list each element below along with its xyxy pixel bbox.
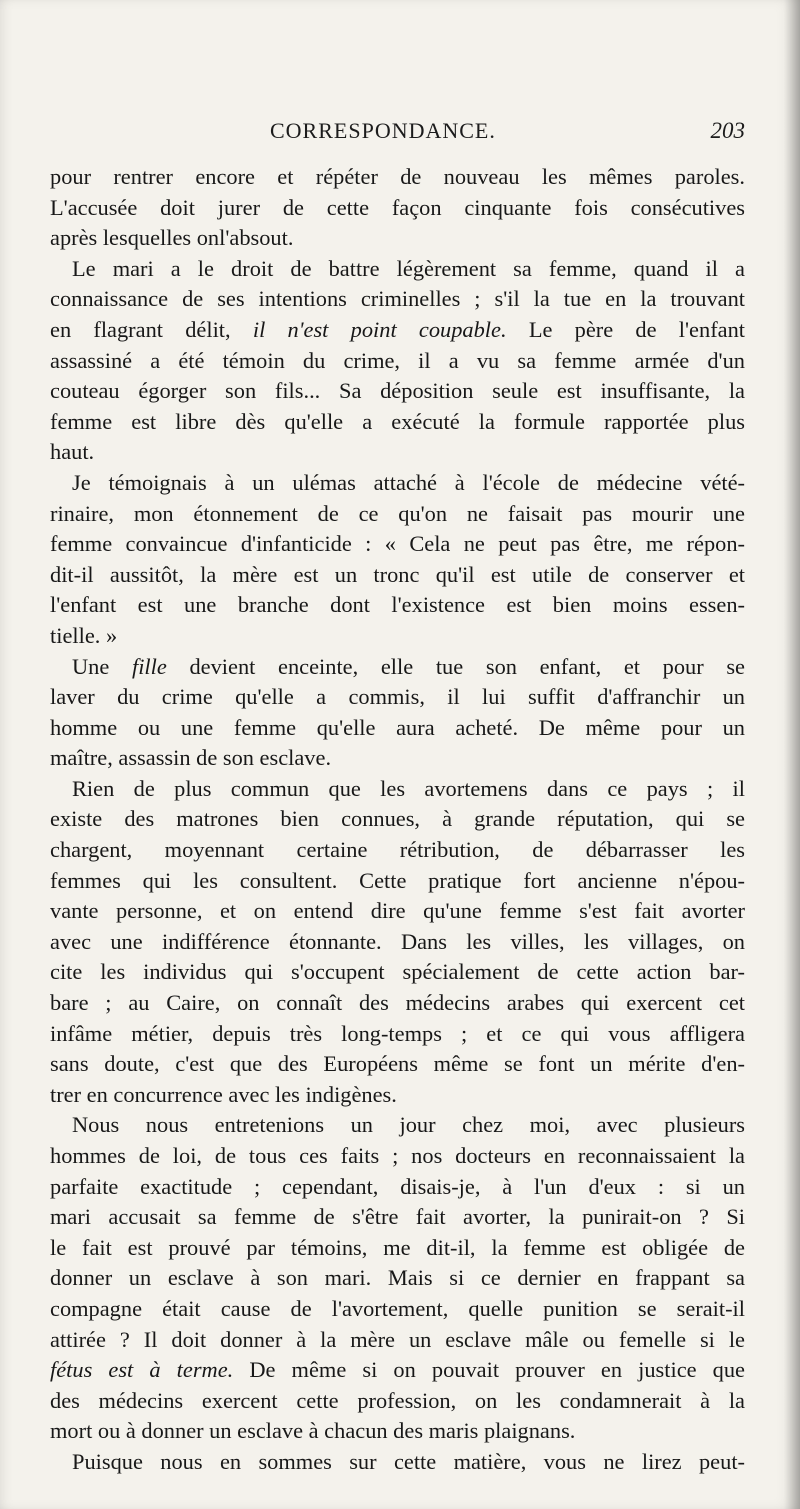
- text-run: haut.: [50, 439, 95, 465]
- text-line: [50, 804, 745, 835]
- text-line: [50, 193, 745, 224]
- text-line: [50, 529, 745, 560]
- text-line-content: [72, 254, 745, 285]
- text-run: trer en concurrence avec les indigènes.: [50, 1081, 397, 1107]
- text-line: [50, 896, 745, 927]
- text-line: [50, 1416, 745, 1447]
- text-run: hommes de loi, de tous ces faits ; nos docteurs en reconnaissaient la: [50, 1143, 745, 1168]
- text-line-content: [50, 1141, 745, 1172]
- text-line-content: [50, 315, 745, 346]
- text-run: le fait est prouvé par témoins, me dit-il, la femme est obligée de: [50, 1234, 745, 1260]
- text-run: compagne était cause de l'avortement, quelle punition se serait-il: [50, 1295, 745, 1321]
- text-line: [50, 560, 745, 591]
- text-line: [50, 1080, 745, 1111]
- text-line: [50, 1202, 745, 1233]
- text-line-content: [50, 193, 745, 224]
- text-line-content: [50, 1019, 745, 1050]
- text-line: [50, 284, 745, 315]
- text-run: connaissance de ses intentions criminelles ; s'il la tue en la trouvant: [50, 286, 745, 312]
- text-run: en flagrant délit,: [50, 316, 253, 342]
- text-run: assassiné a été témoin du crime, il a vu sa femme armée d'un: [50, 347, 745, 373]
- text-line-content: [50, 1263, 745, 1294]
- text-line-content: [50, 529, 745, 560]
- text-line: [50, 866, 745, 897]
- text-line: [50, 1294, 745, 1325]
- text-line-content: [72, 652, 745, 683]
- text-run: attirée ? Il doit donner à la mère un esclave mâle ou femelle si le: [50, 1326, 745, 1352]
- text-run: De même si on pouvait prouver en justice que: [233, 1357, 745, 1383]
- text-run: des médecins exercent cette profession, on les condamnerait à la: [50, 1387, 745, 1413]
- text-run: parfaite exactitude ; cependant, disais-je, à l'un d'eux : si un: [50, 1173, 745, 1199]
- text-run: tielle. »: [50, 622, 118, 648]
- text-line-content: [50, 1233, 745, 1264]
- text-line-content: [50, 284, 745, 315]
- text-line: [50, 1110, 745, 1141]
- text-line: [50, 254, 745, 285]
- text-line: [50, 682, 745, 713]
- text-run: cite les individus qui s'occupent spécialement de cette action bar-: [50, 959, 745, 985]
- text-line-content: [50, 1416, 745, 1447]
- text-line-content: [50, 927, 745, 958]
- text-line-content: [72, 468, 745, 499]
- text-line-content: [50, 866, 745, 897]
- text-line-content: [50, 407, 745, 438]
- text-run: Rien de plus commun que les avortemens dans ce pays ; il: [72, 775, 745, 801]
- text-run: Puisque nous en sommes sur cette matière, vous ne lirez peut-: [72, 1448, 745, 1474]
- text-line: [50, 1233, 745, 1264]
- text-line-content: [50, 1355, 745, 1386]
- text-line-content: [50, 1294, 745, 1325]
- page-header: [50, 118, 745, 150]
- text-line: [50, 1019, 745, 1050]
- italic-run: il n'est point coupable.: [252, 316, 507, 342]
- text-run: Nous nous entretenions un jour chez moi, avec plusieurs: [72, 1112, 745, 1138]
- text-line: [50, 774, 745, 805]
- text-line: [50, 346, 745, 377]
- text-run: après lesquelles onl'absout.: [50, 225, 294, 251]
- text-run: Une: [72, 653, 132, 679]
- text-line-content: [50, 223, 745, 254]
- text-line-content: [50, 1325, 745, 1356]
- running-head: CORRESPONDANCE.: [270, 118, 496, 143]
- text-line-content: [50, 1049, 745, 1080]
- text-run: femme convaincue d'infanticide : « Cela ne peut pas être, me répon-: [50, 531, 745, 557]
- text-line-content: [50, 621, 745, 652]
- text-run: infâme métier, depuis très long-temps ; et ce qui vous affligera: [50, 1020, 745, 1046]
- text-line-content: [50, 1172, 745, 1203]
- text-run: existe des matrones bien connues, à grande réputation, qui se: [50, 806, 745, 832]
- text-run: laver du crime qu'elle a commis, il lui suffit d'affranchir un: [50, 684, 745, 710]
- text-line: [50, 988, 745, 1019]
- text-run: sans doute, c'est que des Européens même se font un mérite d'en-: [50, 1051, 745, 1077]
- text-run: femmes qui les consultent. Cette pratique fort ancienne n'épou-: [50, 867, 745, 893]
- text-line-content: [50, 590, 745, 621]
- text-run: maître, assassin de son esclave.: [50, 745, 332, 771]
- text-run: L'accusée doit jurer de cette façon cinquante fois consécutives: [50, 194, 745, 220]
- italic-run: fétus est à terme.: [50, 1357, 234, 1383]
- text-line: [50, 590, 745, 621]
- text-line: [50, 652, 745, 683]
- text-line-content: [50, 560, 745, 591]
- text-run: l'enfant est une branche dont l'existence est bien moins essen-: [50, 592, 745, 618]
- text-line-content: [50, 682, 745, 713]
- text-run: bare ; au Caire, on connaît des médecins arabes qui exercent cet: [50, 990, 745, 1016]
- text-line-content: [50, 162, 745, 193]
- text-line: [50, 1355, 745, 1386]
- text-run: femme est libre dès qu'elle a exécuté la formule rapportée plus: [50, 408, 745, 434]
- text-line-content: [50, 346, 745, 377]
- text-line-content: [50, 743, 745, 774]
- text-line: [50, 1447, 745, 1478]
- text-line: [50, 1172, 745, 1203]
- text-line-content: [72, 1447, 745, 1478]
- text-line: [50, 1263, 745, 1294]
- text-run: chargent, moyennant certaine rétribution, de débarrasser les: [50, 837, 745, 863]
- text-run: couteau égorger son fils... Sa déposition seule est insuffisante, la: [50, 378, 745, 404]
- text-line: [50, 743, 745, 774]
- text-run: Le père de l'enfant: [506, 316, 746, 342]
- text-line: [50, 223, 745, 254]
- text-line-content: [50, 437, 745, 468]
- text-line: [50, 407, 745, 438]
- text-run: Le mari a le droit de battre légèrement sa femme, quand il a: [72, 255, 745, 281]
- text-run: mari accusait sa femme de s'être fait avorter, la punirait-on ? Si: [50, 1204, 745, 1230]
- text-line: [50, 468, 745, 499]
- text-run: pour rentrer encore et répéter de nouveau les mêmes paroles.: [50, 164, 745, 189]
- text-line-content: [50, 896, 745, 927]
- text-line: [50, 1386, 745, 1417]
- text-line: [50, 437, 745, 468]
- text-line: [50, 927, 745, 958]
- text-run: dit-il aussitôt, la mère est un tronc qu'il est utile de conserver et: [50, 561, 745, 587]
- text-line: [50, 1325, 745, 1356]
- text-line-content: [50, 1386, 745, 1417]
- text-line-content: [50, 988, 745, 1019]
- text-line-content: [50, 1202, 745, 1233]
- text-run: homme ou une femme qu'elle aura acheté. De même pour un: [50, 714, 745, 740]
- text-run: mort ou à donner un esclave à chacun des maris plaignans.: [50, 1418, 576, 1444]
- text-line: [50, 499, 745, 530]
- page-edge-shadow: [784, 0, 800, 1509]
- text-line-content: [50, 957, 745, 988]
- body-text: [50, 162, 745, 1478]
- text-run: donner un esclave à son mari. Mais si ce dernier en frappant sa: [50, 1265, 745, 1291]
- text-run: devient enceinte, elle tue son enfant, et pour se: [166, 653, 745, 679]
- italic-run: fille: [131, 653, 167, 679]
- text-line: [50, 162, 745, 193]
- text-line-content: [72, 774, 745, 805]
- text-line: [50, 1141, 745, 1172]
- text-line-content: [50, 1080, 745, 1111]
- text-line-content: [50, 499, 745, 530]
- text-line-content: [50, 804, 745, 835]
- text-line: [50, 713, 745, 744]
- text-run: Je témoignais à un ulémas attaché à l'école de médecine vété-: [72, 469, 745, 495]
- text-run: vante personne, et on entend dire qu'une femme s'est fait avorter: [50, 898, 745, 924]
- text-run: rinaire, mon étonnement de ce qu'on ne faisait pas mourir une: [50, 500, 745, 526]
- page-number: 203: [710, 118, 745, 143]
- text-line: [50, 835, 745, 866]
- text-run: avec une indifférence étonnante. Dans les villes, les villages, on: [50, 928, 745, 954]
- text-line: [50, 376, 745, 407]
- text-line-content: [50, 835, 745, 866]
- text-line: [50, 1049, 745, 1080]
- text-line-content: [50, 376, 745, 407]
- text-line-content: [72, 1110, 745, 1141]
- text-line: [50, 957, 745, 988]
- text-line: [50, 315, 745, 346]
- text-line: [50, 621, 745, 652]
- text-line-content: [50, 713, 745, 744]
